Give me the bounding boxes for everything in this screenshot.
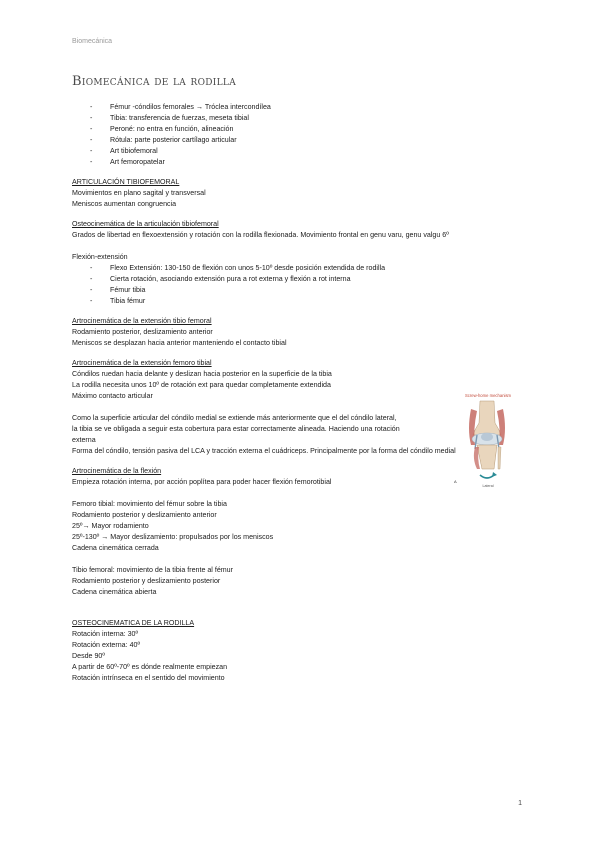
paragraph-text: Forma del cóndilo, tensión pasiva del LCA y tracción externa el cuádriceps. Principalmente por la forma del cóndilo medial [72, 447, 456, 455]
list-item: - Fémur tibia [72, 285, 528, 296]
section-osteocinematica-articulacion [72, 219, 528, 241]
list-item: - Fémur -cóndilos femorales → Tróclea intercondílea [72, 102, 528, 113]
paragraph-line: Meniscos aumentan congruencia [72, 200, 177, 208]
rotation-arrow-icon [480, 475, 494, 478]
paragraph-line: Máximo contacto articular [72, 392, 153, 400]
section-heading: ARTICULACIÓN TIBIOFEMORAL [72, 178, 180, 186]
patella [481, 433, 493, 441]
knee-illustration [447, 389, 529, 489]
list-item: - Flexo Extensión: 130-150 de flexión con unos 5-10º desde posición extendida de rodilla [72, 263, 528, 274]
paragraph-line: Empieza rotación interna, por acción poplítea para poder hacer flexión femorotibial [72, 478, 332, 486]
list-item: - Peroné: no entra en función, alineación [72, 124, 528, 135]
femur-bone [473, 401, 501, 435]
section-heading: Artrocinemática de la extensión tibio femoral [72, 317, 212, 325]
paragraph-line: Rodamiento posterior, deslizamiento anterior [72, 328, 213, 336]
paragraph-line: Cadena cinemática cerrada [72, 544, 159, 552]
paragraph-line: Meniscos se desplazan hacia anterior manteniendo el contacto tibial [72, 339, 287, 347]
knee-anatomy-image [447, 389, 529, 489]
paragraph-line: Tibio femoral: movimiento de la tibia frente al fémur [72, 566, 233, 574]
figure-side-label: A [454, 479, 457, 484]
paragraph-line: Rodamiento posterior y deslizamiento posterior [72, 577, 221, 585]
page-number: 1 [518, 800, 522, 807]
paragraph-line: Movimientos en plano sagital y transversal [72, 189, 206, 197]
paragraph-line: 25º→ Mayor rodamiento [72, 522, 149, 530]
list-item: - Tibia fémur [72, 296, 528, 307]
section-flexion-extension [72, 252, 528, 307]
flexoext-label: Flexión-extensión [72, 253, 128, 261]
section-heading: Artrocinemática de la flexión [72, 467, 162, 475]
tibia-bone [477, 445, 497, 469]
section-heading: Artrocinemática de la extensión femoro tibial [72, 359, 212, 367]
paragraph-line: Cóndilos ruedan hacia delante y deslizan hacia posterior en la superficie de la tibia [72, 370, 332, 378]
figure-bottom-label: Lateral [482, 484, 494, 488]
paragraph-line: Rotación interna: 30º [72, 630, 139, 638]
section-heading: Osteocinemática de la articulación tibiofemoral [72, 220, 219, 228]
paragraph-text: Grados de libertad en flexoextensión y rotación con la rodilla flexionada. Movimiento frontal en genu varu, genu valgu 6º [72, 231, 449, 239]
document-title: Biomecánica de la rodilla [72, 74, 237, 89]
list-item: - Art femoropatelar [72, 157, 528, 168]
list-item: - Art tibiofemoral [72, 146, 528, 157]
paragraph-line: 25º-130º → Mayor deslizamiento: propulsados por los meniscos [72, 533, 274, 541]
section-heading: OSTEOCINEMATICA DE LA RODILLA [72, 619, 195, 627]
paragraph-line: Desde 90º [72, 652, 105, 660]
figure-caption: Screw-home mechanism [464, 393, 512, 398]
paragraph-line: Cadena cinemática abierta [72, 588, 157, 596]
paragraph-text: Como la superficie articular del cóndilo medial se extiende más anteriormente que el del cóndilo lateral, la tibia se ve obligada a seguir esta cobertura para estar correctamente alineada. Haciendo una rotación externa [72, 414, 400, 444]
fibula-bone [498, 447, 501, 469]
paragraph-line: La rodilla necesita unos 10º de rotación ext para quedar completamente extendida [72, 381, 331, 389]
paragraph-line: Rotación externa: 40º [72, 641, 141, 649]
paragraph-line: A partir de 60º-70º es dónde realmente empiezan [72, 663, 228, 671]
arrow-head-icon [492, 472, 497, 477]
section-osteocinematica-rodilla [72, 618, 528, 684]
flexoext-list [72, 263, 528, 307]
paragraph-line: Rotación intrínseca en el sentido del movimiento [72, 674, 225, 682]
list-item: - Rótula: parte posterior cartílago articular [72, 135, 528, 146]
section-artro-extension-tibiofemoral [72, 316, 528, 349]
paragraph-line: Rodamiento posterior y deslizamiento anterior [72, 511, 217, 519]
list-item: - Tibia: transferencia de fuerzas, meseta tibial [72, 113, 528, 124]
section-art-tibiofemoral [72, 177, 528, 210]
running-header: Biomecánica [72, 38, 113, 45]
paragraph-line: Femoro tibial: movimiento del fémur sobre la tibia [72, 500, 227, 508]
intro-list [72, 102, 528, 168]
list-item: - Cierta rotación, asociando extensión pura a rot externa y flexión a rot interna [72, 274, 528, 285]
